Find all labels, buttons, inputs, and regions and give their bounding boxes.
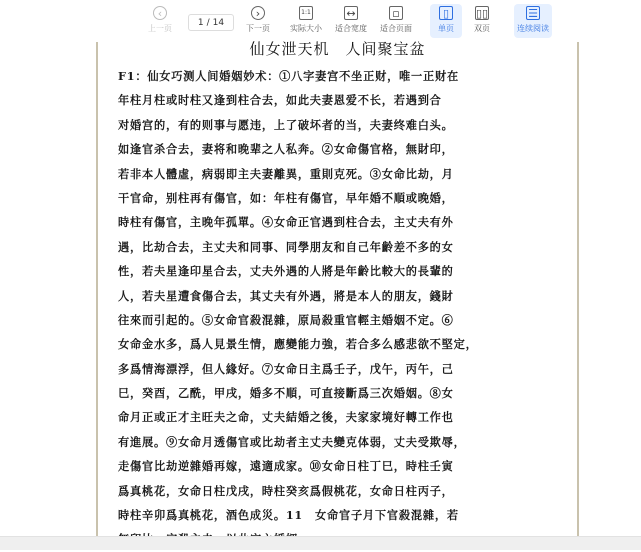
- fit-width-label: 适合宽度: [335, 24, 367, 33]
- text-line: F1：仙女巧测人间婚姻妙术：①八字妻宫不坐正财，唯一正财在: [118, 69, 459, 83]
- fit-page-icon: ▫: [389, 6, 403, 20]
- next-page-label: 下一页: [246, 24, 270, 33]
- fit-width-icon: ↔: [344, 6, 358, 20]
- continuous-reading-label: 连续阅读: [517, 24, 549, 33]
- double-page-label: 双页: [474, 24, 490, 33]
- actual-size-button[interactable]: [290, 6, 322, 34]
- double-page-icon: ▯▯: [475, 6, 489, 20]
- document-viewport[interactable]: [0, 42, 641, 536]
- text-line: 走傷官比劫逆雜婚再嫁，遠適成家。⑩女命日柱丁巳，時柱壬寅: [118, 459, 454, 474]
- horizontal-scrollbar[interactable]: [0, 536, 641, 550]
- viewer-toolbar: [0, 0, 641, 42]
- page-current: 1: [197, 17, 204, 28]
- actual-size-icon: 1:1: [299, 6, 313, 20]
- text-line: 遇，比劫合去，主丈夫和同事、同學朋友和自己年齡差不多的女: [118, 239, 454, 254]
- prev-page-button[interactable]: [148, 6, 172, 34]
- fit-page-label: 适合页面: [380, 24, 412, 33]
- text-line: 多爲情海漂浮，但人緣好。⑦女命日主爲壬子，戊午，丙午，己: [118, 361, 454, 376]
- page-body: [118, 64, 564, 552]
- text-line: 对婚宫的，有的则事与愿违，上了破坏者的当，夫妻终难白头。: [118, 117, 454, 132]
- text-line: 如逢官杀合去，妻将和晚辈之人私奔。②女命傷官格，無財印，: [118, 142, 454, 157]
- single-page-icon: ▯: [439, 6, 453, 20]
- page-separator: /: [206, 17, 210, 28]
- text-line: 干官命，别柱再有傷官，如：年柱有傷官，早年婚不順或晚婚，: [118, 190, 454, 205]
- actual-size-label: 实际大小: [290, 24, 322, 33]
- single-page-button[interactable]: [430, 4, 462, 38]
- page-total: 14: [212, 17, 225, 28]
- text-line: 時柱有傷官，主晚年孤單。④女命正官遇到柱合去，主丈夫有外: [118, 215, 454, 230]
- text-line: 命月正或正才主旺夫之命，丈夫結婚之後，夫家家境好轉工作也: [118, 410, 454, 425]
- next-page-button[interactable]: [246, 6, 270, 34]
- text-line: 若非本人體虛，病弱即主夫妻離異，重則克死。③女命比劫，月: [118, 166, 454, 181]
- text-line: 爲真桃花，女命日柱戊戌，時柱癸亥爲假桃花，女命日柱丙子，: [118, 483, 454, 498]
- text-line: 女命金水多，爲人見景生情，應變能力強，若合多么感悲欲不堅定，: [118, 337, 478, 352]
- page-number-input[interactable]: [188, 14, 234, 31]
- document-page: [96, 42, 579, 536]
- continuous-reading-icon: ☰: [526, 6, 540, 20]
- single-page-label: 单页: [438, 24, 454, 33]
- prev-page-label: 上一页: [148, 24, 172, 33]
- chevron-right-icon: ›: [251, 6, 265, 20]
- text-line: 時柱辛卯爲真桃花，酒色成災。11 女命官子月下官殺混雜，若: [118, 508, 459, 523]
- chevron-left-icon: ‹: [153, 6, 167, 20]
- continuous-reading-button[interactable]: [514, 4, 552, 38]
- text-line: 有進展。⑨女命月透傷官或比劫者主丈夫變克体弱，丈夫受欺辱，: [118, 434, 466, 449]
- fit-page-button[interactable]: [380, 6, 412, 34]
- text-line: 巳，癸酉，乙酰，甲戌，婚多不順，可直接斷爲三次婚姻。⑧女: [118, 386, 454, 401]
- text-line: 人，若夫星遭食傷合去，其丈夫有外遇，將是本人的朋友，錢財: [118, 288, 454, 303]
- text-line: 往來而引起的。⑤女命官殺混雜，原局殺重官輕主婚姻不定。⑥: [118, 312, 454, 327]
- text-line: 性，若夫星逢印星合去，丈夫外遇的人將是年齡比較大的長輩的: [118, 264, 454, 279]
- text-line: 年柱月柱或时柱又逢到柱合去，如此夫妻恩爱不长，若遇到合: [118, 93, 442, 108]
- fit-width-button[interactable]: [335, 6, 367, 34]
- double-page-button[interactable]: [474, 6, 490, 34]
- page-title: 仙女泄天机 人间聚宝盆: [249, 40, 426, 58]
